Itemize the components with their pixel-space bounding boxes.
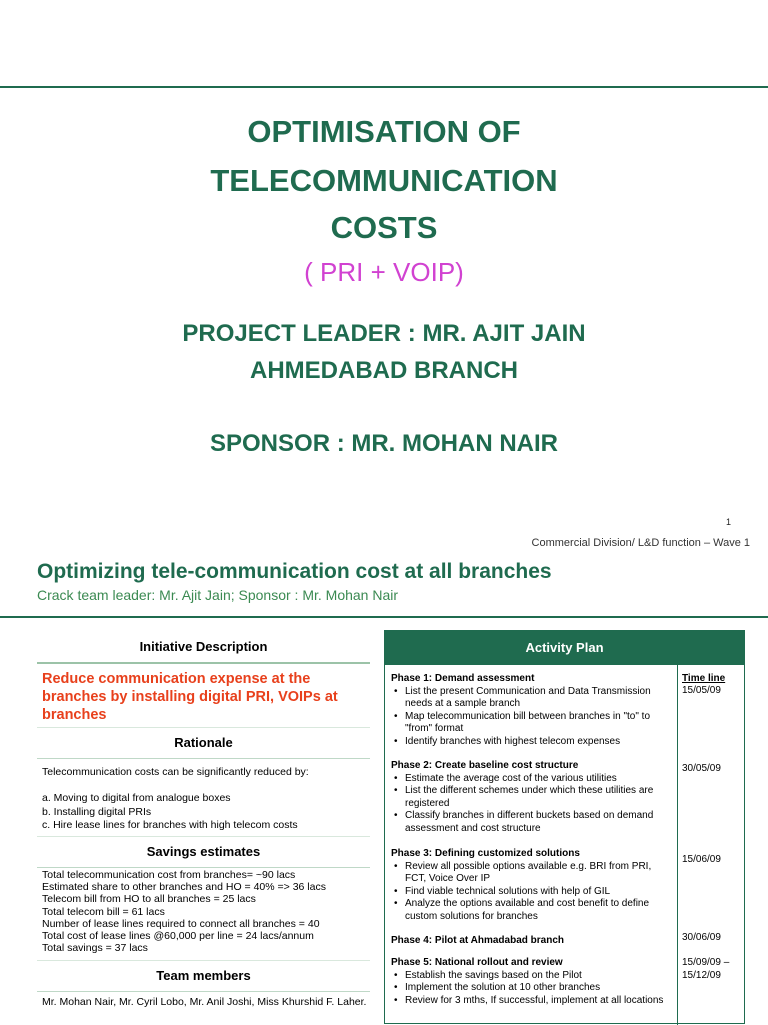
phase-bullet: • Estimate the average cost of the various utilities [405,773,673,786]
branch-name: AHMEDABAD BRANCH [250,357,518,384]
activity-plan-panel [384,630,745,1024]
savings-line: Total telecom bill = 61 lacs [42,905,165,918]
phase-title: Phase 5: National rollout and review [391,957,563,968]
phase-date: 30/05/09 [682,763,721,774]
rationale-heading: Rationale [37,727,370,759]
rationale-item: a. Moving to digital from analogue boxes [42,792,231,805]
footer-note: Commercial Division/ L&D function – Wave 1 [531,537,750,549]
savings-line: Total savings = 37 lacs [42,942,148,955]
phase-date: 15/09/09 – 15/12/09 [682,957,730,981]
phase-3 [391,848,673,924]
phase-bullet: • Classify branches in different buckets based on demand assessment and cost structure [405,810,673,835]
timeline-label: Time line [682,673,726,684]
phase-title: Phase 2: Create baseline cost structure [391,760,579,771]
phase-bullet: • Implement the solution at 10 other branches [405,982,673,995]
phase-1 [391,673,673,749]
team-members-text: Mr. Mohan Nair, Mr. Cyril Lobo, Mr. Anil Joshi, Miss Khurshid F. Laher. [42,996,367,1008]
savings-line: Total telecommunication cost from branches= ~90 lacs [42,869,296,881]
initiative-text: Reduce communication expense at the branches by installing digital PRI, VOIPs at branches [42,671,338,723]
phase-bullet: • List the different schemes under which these utilities are registered [405,785,673,810]
top-divider [0,86,768,88]
page-number: 1 [726,517,732,527]
savings-line: Estimated share to other branches and HO = 40% => 36 lacs [42,881,326,894]
initiative-heading: Initiative Description [37,632,370,664]
project-leader: PROJECT LEADER : MR. AJIT JAIN [182,320,586,347]
team-heading: Team members [37,960,370,992]
phase-bullet: • Map telecommunication bill between branches in "to" to "from" format [405,711,673,736]
phase-title: Phase 4: Pilot at Ahmadabad branch [391,935,565,946]
savings-line: Total cost of lease lines @60,000 per line = 24 lacs/annum [42,930,314,943]
activity-plan-heading: Activity Plan [385,631,744,665]
section-divider [0,616,768,618]
phase-5 [391,957,673,1007]
phase-4 [391,935,673,948]
savings-line: Telecom bill from HO to all branches = 25 lacs [42,893,256,906]
phase-bullet: • Review all possible options available e.g. BRI from PRI, FCT, Voice Over IP [405,861,673,886]
phase-date: 15/06/09 [682,854,721,865]
savings-heading: Savings estimates [37,836,370,868]
savings-line: Number of lease lines required to connect all branches = 40 [42,917,320,930]
phase-2 [391,760,673,836]
phase-bullet: • Analyze the options available and cost benefit to define custom solutions for branches [405,898,673,923]
rationale-intro: Telecommunication costs can be significantly reduced by: [42,766,309,778]
phase-bullet: • Establish the savings based on the Pilot [405,970,673,983]
title-line-1: OPTIMISATION OF [247,114,521,149]
slide-heading: Optimizing tele-communication cost at all branches [37,560,552,583]
savings-block [37,869,375,954]
rationale-item: c. Hire lease lines for branches with high telecom costs [42,818,298,831]
title-line-2: TELECOMMUNICATION [210,163,558,198]
phase-date: 15/05/09 [682,685,721,696]
phase-title: Phase 1: Demand assessment [391,673,535,684]
crack-team-line: Crack team leader: Mr. Ajit Jain; Sponsor : Mr. Mohan Nair [37,587,399,603]
subtitle: ( PRI + VOIP) [304,257,464,287]
title-line-3: COSTS [330,210,438,245]
phase-date: 30/06/09 [682,932,721,943]
phase-title: Phase 3: Defining customized solutions [391,848,580,859]
phase-bullet: • Find viable technical solutions with help of GIL [405,886,673,899]
column-divider [677,665,678,1025]
rationale-block [37,766,375,832]
phase-bullet: • Identify branches with highest telecom expenses [405,736,673,749]
phase-bullet: • Review for 3 mths, If successful, implement at all locations [405,995,673,1008]
phase-bullet: • List the present Communication and Data Transmission needs at a sample branch [405,686,673,711]
sponsor: SPONSOR : MR. MOHAN NAIR [210,430,558,457]
rationale-item: b. Installing digital PRIs [42,805,152,818]
